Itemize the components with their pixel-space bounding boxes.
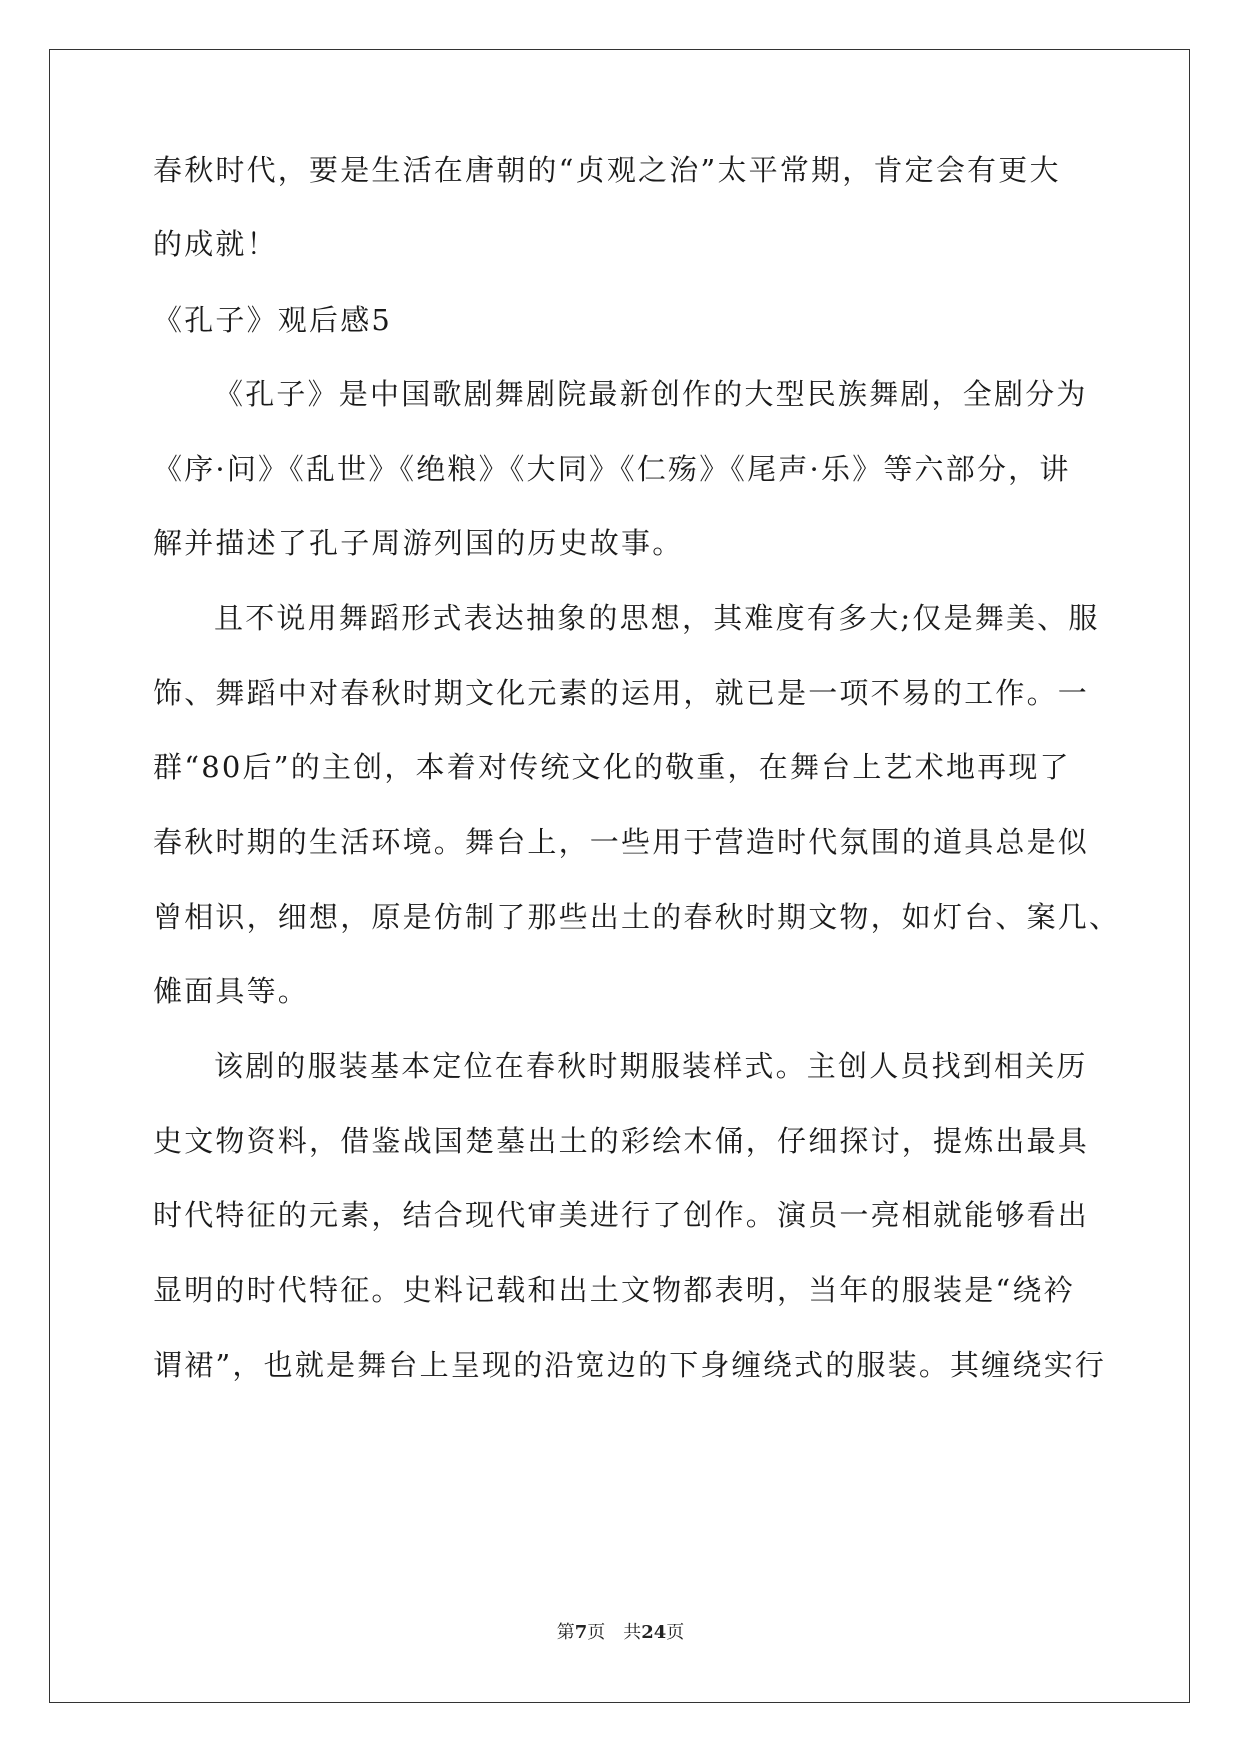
paragraph-line: 的成就！ [153,227,278,261]
page-suffix: 页 [666,1622,685,1643]
paragraph-line: 该剧的服装基本定位在春秋时期服装样式。主创人员找到相关历 [214,1049,1088,1083]
paragraph-line: 史文物资料，借鉴战国楚墓出土的彩绘木俑，仔细探讨，提炼出最具 [153,1124,1090,1158]
paragraph-line: 饰、舞蹈中对春秋时期文化元素的运用，就已是一项不易的工作。一 [153,676,1090,710]
paragraph-line: 《孔子》是中国歌剧舞剧院最新创作的大型民族舞剧，全剧分为 [214,377,1088,411]
paragraph-line: 群“80后”的主创，本着对传统文化的敬重，在舞台上艺术地再现了 [153,750,1071,784]
page-prefix: 第 [556,1622,575,1643]
page-mid: 页 共 [587,1622,642,1643]
paragraph-line: 傩面具等。 [153,974,310,1008]
paragraph-line: 谓裙”，也就是舞台上呈现的沿宽边的下身缠绕式的服装。其缠绕实行 [153,1348,1107,1382]
total-pages-number: 24 [641,1622,667,1643]
paragraph-line: 且不说用舞蹈形式表达抽象的思想，其难度有多大;仅是舞美、服 [214,601,1100,635]
paragraph-line: 春秋时代，要是生活在唐朝的“贞观之治”太平常期，肯定会有更大 [153,153,1061,187]
paragraph-line: 显明的时代特征。史料记载和出土文物都表明，当年的服装是“绕衿 [153,1273,1075,1307]
paragraph-line: 曾相识，细想，原是仿制了那些出土的春秋时期文物，如灯台、案几、 [153,900,1121,934]
paragraph-line: 《序·问》《乱世》《绝粮》《大同》《仁殇》《尾声·乐》等六部分，讲 [153,452,1071,486]
paragraph-line: 时代特征的元素，结合现代审美进行了创作。演员一亮相就能够看出 [153,1198,1090,1232]
page-border [49,49,1190,1703]
paragraph-line: 解并描述了孔子周游列国的历史故事。 [153,526,684,560]
current-page-number: 7 [574,1622,588,1643]
page-footer [0,1618,1241,1644]
paragraph-line: 春秋时期的生活环境。舞台上，一些用于营造时代氛围的道具总是似 [153,825,1090,859]
section-heading: 《孔子》观后感5 [153,303,393,337]
